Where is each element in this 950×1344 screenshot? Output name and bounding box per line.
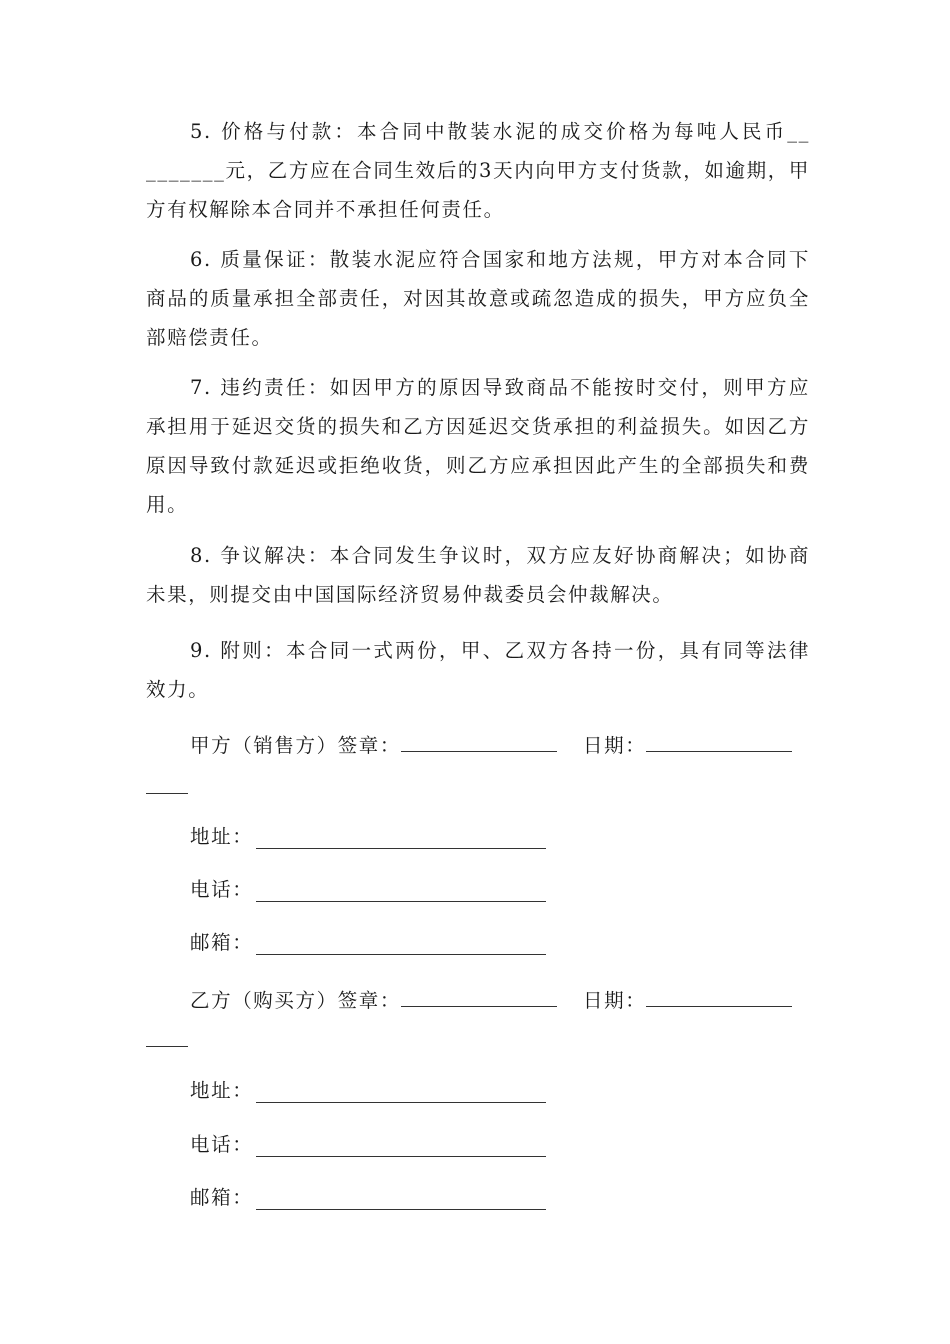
party-a-date-blank-tail [146,793,188,794]
clause-quality-guarantee: 6. 质量保证：散装水泥应符合国家和地方法规，甲方对本合同下商品的质量承担全部责任，对因其故意或疏忽造成的损失，甲方应负全部赔偿责任。 [146,248,810,349]
party-a-email-blank[interactable] [256,954,546,955]
party-b-phone-field[interactable] [190,1130,253,1160]
party-a-sign-blank[interactable] [401,729,557,752]
party-b-email-blank[interactable] [256,1209,546,1210]
party-a-address-label: 地址： [190,825,254,848]
party-b-phone-blank[interactable] [256,1156,546,1157]
party-b-signature-line [190,984,792,1016]
party-b-sign-blank[interactable] [401,984,557,1007]
party-a-address-blank[interactable] [256,848,546,849]
clause-price-payment: 5. 价格与付款：本合同中散装水泥的成交价格为每吨人民币__ _______元，乙方应在合同生效后的3天内向甲方支付货款，如逾期，甲方有权解除本合同并不承担任何责任。 [146,120,818,221]
party-b-email-field[interactable] [190,1183,253,1213]
party-a-date-label: 日期： [583,734,647,757]
party-b-email-label: 邮箱： [190,1186,254,1209]
clause-supplementary: 9. 附则：本合同一式两份，甲、乙双方各持一份，具有同等法律效力。 [146,639,810,701]
party-b-date-blank[interactable] [646,984,792,1007]
party-b-address-field[interactable] [190,1076,253,1106]
party-a-sign-label: 甲方（销售方）签章： [190,734,402,757]
party-b-date-label: 日期： [583,989,647,1012]
party-b-address-blank[interactable] [256,1102,546,1103]
party-b-phone-label: 电话： [190,1133,254,1156]
clause-liability: 7. 违约责任：如因甲方的原因导致商品不能按时交付，则甲方应承担用于延迟交货的损失和乙方因延迟交货承担的利益损失。如因乙方原因导致付款延迟或拒绝收货，则乙方应承担因此产生的全部损失和费用。 [146,376,810,516]
party-a-date-blank[interactable] [646,729,792,752]
clause-dispute-resolution: 8. 争议解决：本合同发生争议时，双方应友好协商解决；如协商未果，则提交由中国国际经济贸易仲裁委员会仲裁解决。 [146,544,810,606]
party-a-address-field[interactable] [190,822,253,852]
party-a-phone-field[interactable] [190,875,253,905]
party-b-sign-label: 乙方（购买方）签章： [190,989,402,1012]
party-a-phone-label: 电话： [190,878,254,901]
party-b-address-label: 地址： [190,1079,254,1102]
party-a-phone-blank[interactable] [256,901,546,902]
party-a-email-label: 邮箱： [190,931,254,954]
party-a-email-field[interactable] [190,928,253,958]
party-b-date-blank-tail [146,1046,188,1047]
party-a-signature-line [190,729,792,761]
